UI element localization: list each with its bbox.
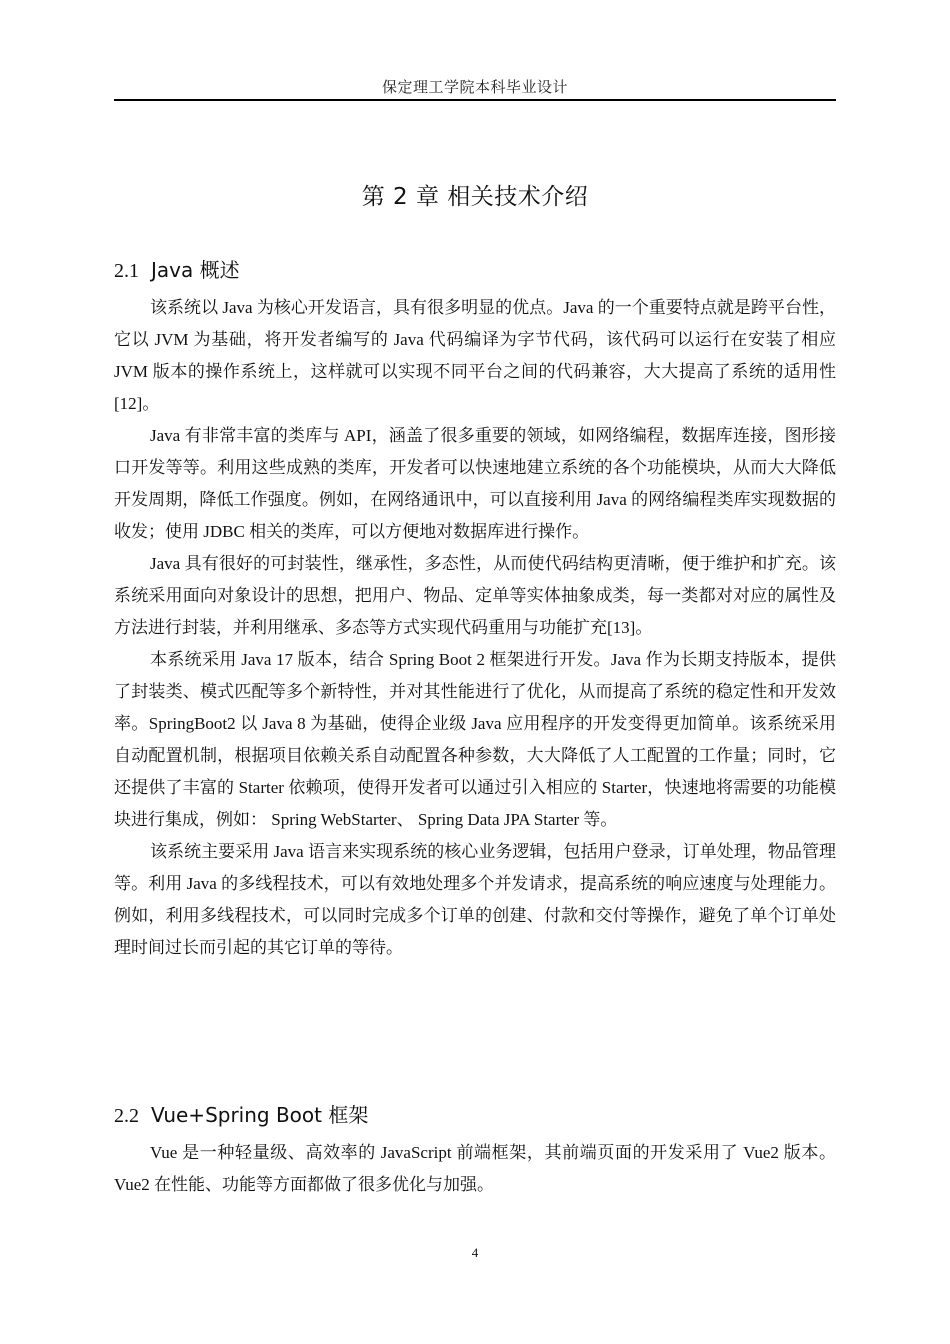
section-body-2-2 (114, 1137, 836, 1201)
section-number: 2.2 (114, 1105, 139, 1127)
paragraph: Vue 是一种轻量级、高效率的 JavaScript 前端框架，其前端页面的开发采用了 Vue2 版本。Vue2 在性能、功能等方面都做了很多优化与加强。 (114, 1143, 836, 1194)
section-title: Java 概述 (151, 258, 240, 282)
section-number: 2.1 (114, 260, 139, 282)
paragraph: 该系统以 Java 为核心开发语言，具有很多明显的优点。Java 的一个重要特点就是跨平台性，它以 JVM 为基础，将开发者编写的 Java 代码编译为字节代码，该代码可以运行在安装了相应 JVM 版本的操作系统上，这样就可以实现不同平台之间的代码兼容，大大提高了系统的适用性[12]。 (114, 298, 836, 413)
running-header: 保定理工学院本科毕业设计 (381, 80, 568, 96)
header-rule (114, 99, 836, 101)
section-title: Vue+Spring Boot 框架 (151, 1103, 369, 1127)
chapter-title: 第 2 章 相关技术介绍 (361, 184, 589, 210)
section-heading-2-2 (114, 1099, 836, 1128)
paragraph: Java 具有很好的可封装性，继承性，多态性，从而使代码结构更清晰，便于维护和扩充。该系统采用面向对象设计的思想，把用户、物品、定单等实体抽象成类，每一类都对对应的属性及方法进行封装，并利用继承、多态等方式实现代码重用与功能扩充[13]。 (114, 554, 836, 637)
paragraph: 本系统采用 Java 17 版本，结合 Spring Boot 2 框架进行开发。Java 作为长期支持版本，提供了封装类、模式匹配等多个新特性，并对其性能进行了优化，从而提高了系统的稳定性和开发效率。SpringBoot2 以 Java 8 为基础，使得企业级 Java 应用程序的开发变得更加简单。该系统采用自动配置机制，根据项目依赖关系自动配置各种参数，大大降低了人工配置的工作量；同时，它还提供了丰富的 Starter 依赖项，使得开发者可以通过引入相应的 Starter，快速地将需要的功能模块进行集成，例如： Spring WebStarter、 Spring Data JPA Starter 等。 (114, 650, 836, 829)
section-body-2-1 (114, 292, 836, 964)
paragraph: Java 有非常丰富的类库与 API，涵盖了很多重要的领域，如网络编程，数据库连接，图形接口开发等等。利用这些成熟的类库，开发者可以快速地建立系统的各个功能模块，从而大大降低开发周期，降低工作强度。例如，在网络通讯中，可以直接利用 Java 的网络编程类库实现数据的收发；使用 JDBC 相关的类库，可以方便地对数据库进行操作。 (114, 426, 836, 541)
paragraph: 该系统主要采用 Java 语言来实现系统的核心业务逻辑，包括用户登录，订单处理，物品管理等。利用 Java 的多线程技术，可以有效地处理多个并发请求，提高系统的响应速度与处理能力。例如，利用多线程技术，可以同时完成多个订单的创建、付款和交付等操作，避免了单个订单处理时间过长而引起的其它订单的等待。 (114, 842, 836, 957)
section-heading-2-1 (114, 254, 836, 283)
page-number: 4 (471, 1245, 479, 1260)
